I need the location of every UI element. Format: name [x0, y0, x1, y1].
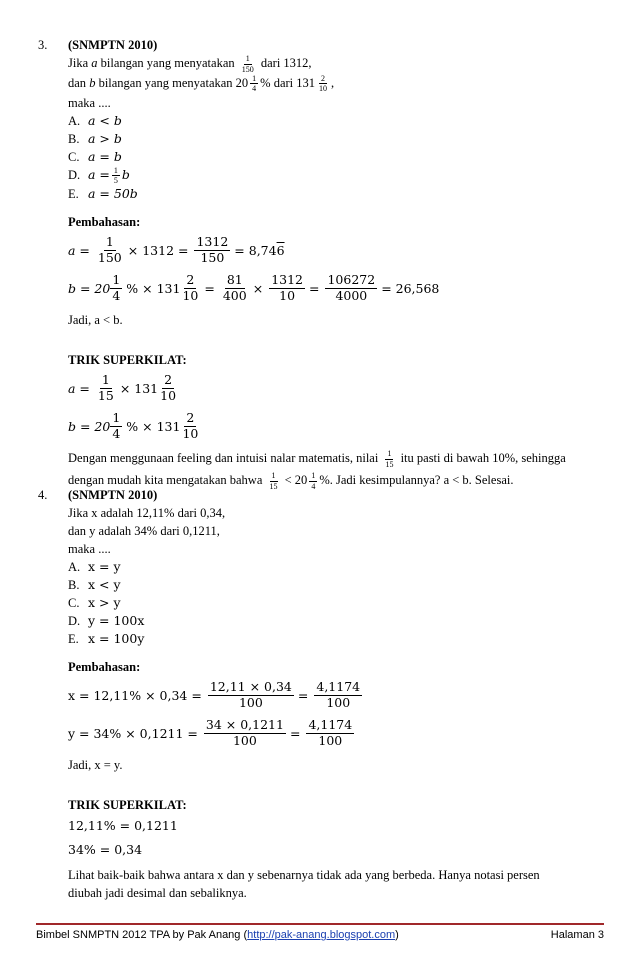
option-d: D. a = $\frac{1}{5}$ b — [68, 165, 130, 185]
problem-number: 3. — [38, 38, 48, 52]
option-d: D. y = 100x — [68, 613, 145, 628]
trik-paragraph-line-1: Dengan menggunaan feeling dan intuisi nalar matematis, nilai $\frac{1}{15}$ itu pasti di bawah 10%, sehingga — [68, 449, 566, 469]
problem-3 — [38, 36, 608, 491]
trik-superkilat-heading: TRIK SUPERKILAT: — [68, 798, 187, 812]
option-list — [68, 558, 608, 648]
equation-a: a = $\frac{1}{150}$ × 1312 = $\frac{1312}{150}$ = 8,746 — [68, 234, 285, 265]
option-c: C. a = b — [68, 148, 122, 164]
question-line-2: dan y adalah 34% dari 0,1211, — [68, 524, 220, 538]
equation-b: b = 20 $\frac{1}{4}$ % × 131 $\frac{2}{10}$ = $\frac{81}{400}$ × $\frac{1312}{10}$ = $\frac{106272}{4000}$ = 26,568 — [68, 272, 440, 303]
option-c: C. x > y — [68, 595, 121, 610]
problem-source-title: (SNMPTN 2010) — [68, 488, 158, 502]
pembahasan-heading: Pembahasan: — [68, 215, 141, 229]
trik-paragraph-line-2: dengan mudah kita mengatakan bahwa $\frac{1}{15}$ < 20 $\frac{1}{4}$ %. Jadi kesimpulannya? a < b. Selesai. — [68, 471, 514, 491]
question-line-1: Jika x adalah 12,11% dari 0,34, — [68, 506, 226, 520]
page-footer — [36, 929, 604, 941]
equation-y: y = 34% × 0,1211 = $\frac{34 \times 0,1211}{100}$ = $\frac{4,1174}{100}$ — [68, 717, 353, 748]
trik-line-1: 12,11% = 0,1211 — [68, 818, 178, 833]
option-b: B. a > b — [68, 130, 122, 146]
option-e: E. a = 50b — [68, 186, 138, 201]
option-list — [68, 112, 608, 203]
conclusion-text: Jadi, a < b. — [68, 313, 123, 327]
question-line-1: Jika a bilangan yang menyatakan $\frac{1}{150}$ dari 1312, — [68, 54, 312, 74]
conclusion-text: Jadi, x = y. — [68, 758, 123, 772]
trik-paragraph-line-2: diubah jadi desimal dan sebaliknya. — [68, 886, 247, 900]
question-line-3: maka .... — [68, 542, 111, 556]
trik-line-2: 34% = 0,34 — [68, 842, 143, 857]
footer-left: Bimbel SNMPTN 2012 TPA by Pak Anang (http://pak-anang.blogspot.com) — [36, 929, 399, 941]
trik-paragraph-line-1: Lihat baik-baik bahwa antara x dan y sebenarnya tidak ada yang berbeda. Hanya notasi persen — [68, 868, 540, 882]
option-e: E. x = 100y — [68, 631, 145, 646]
trik-superkilat-heading: TRIK SUPERKILAT: — [68, 353, 187, 367]
trik-equation-b: b = 20 $\frac{1}{4}$ % × 131 $\frac{2}{10}$ — [68, 410, 199, 441]
option-a: A. a < b — [68, 112, 122, 128]
footer-link[interactable]: http://pak-anang.blogspot.com — [247, 929, 396, 941]
problem-source-title: (SNMPTN 2010) — [68, 38, 158, 52]
option-b: B. x < y — [68, 577, 121, 592]
pembahasan-heading: Pembahasan: — [68, 660, 141, 674]
question-line-3: maka .... — [68, 95, 111, 110]
option-a: A. x = y — [68, 559, 121, 574]
page-number: Halaman 3 — [550, 929, 604, 941]
trik-equation-a: a = $\frac{1}{15}$ × 131 $\frac{2}{10}$ — [68, 372, 177, 403]
footer-rule — [36, 923, 604, 925]
problem-number: 4. — [38, 488, 48, 502]
question-line-2: dan b bilangan yang menyatakan 20 $\frac{1}{4}$ % dari 131 $\frac{2}{10}$ , — [68, 74, 335, 94]
equation-x: x = 12,11% × 0,34 = $\frac{12,11 \times 0,34}{100}$ = $\frac{4,1174}{100}$ — [68, 679, 361, 710]
problem-4 — [38, 486, 608, 902]
